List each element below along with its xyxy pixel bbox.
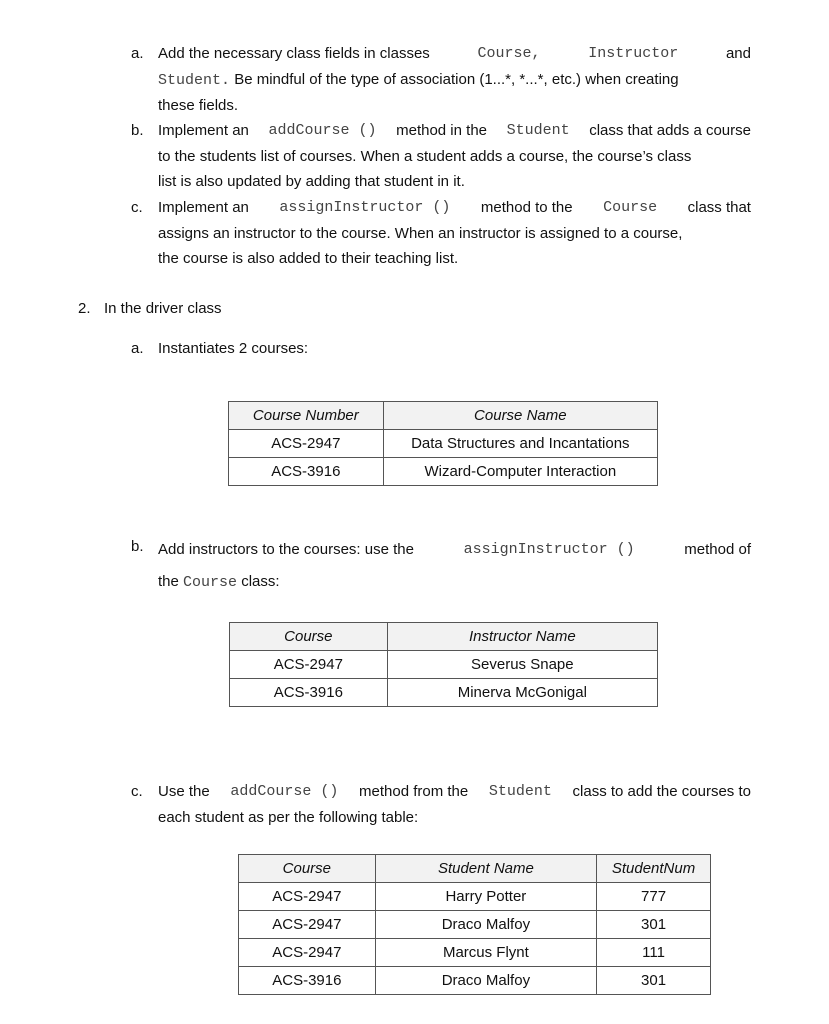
table-row (239, 939, 711, 967)
item-b-line3: list is also updated by adding that student in it. (158, 173, 465, 190)
section-2-title: In the driver class (104, 300, 222, 317)
item-a-marker: a. (131, 45, 144, 62)
column-header: Course (230, 623, 388, 651)
table-cell: Draco Malfoy (375, 911, 596, 939)
column-header: Student Name (375, 855, 596, 883)
item-a-line2: Be mindful of the type of association (1...*, *...*, etc.) when creating (234, 70, 679, 88)
column-header: Course (239, 855, 376, 883)
column-header: Course Number (229, 402, 384, 430)
table-cell: 301 (597, 911, 711, 939)
item-b-mid: method in the (396, 122, 488, 139)
item-a-text (158, 41, 751, 119)
table-cell: Wizard-Computer Interaction (383, 458, 657, 486)
step-c-pre: Use the (158, 783, 210, 800)
table-cell: ACS-2947 (229, 430, 384, 458)
table-row (230, 679, 658, 707)
item-a-line1: Add the necessary class fields in classes (158, 45, 430, 62)
step-c-marker: c. (131, 783, 143, 800)
item-c-mid: method to the (480, 199, 573, 216)
add-course-method: addCourse () (230, 783, 339, 800)
table-cell: ACS-2947 (239, 911, 376, 939)
table-cell: Harry Potter (375, 883, 596, 911)
table-cell: 111 (597, 939, 711, 967)
item-c-line3: the course is also added to their teaching list. (158, 250, 459, 267)
step-a-marker: a. (131, 340, 144, 357)
step-b-text (158, 534, 751, 599)
table-row (229, 458, 658, 486)
step-c-mid: method from the (359, 783, 469, 800)
courses-table (228, 401, 658, 486)
step-b-line2-pre: the (158, 573, 179, 590)
column-header: Instructor Name (387, 623, 657, 651)
step-b-pre: Add instructors to the courses: use the (158, 541, 414, 558)
table-cell: Severus Snape (387, 651, 657, 679)
step-b-post: method of (684, 541, 751, 558)
item-c-text (158, 195, 751, 272)
section-2-number: 2. (78, 300, 91, 317)
table-cell: Marcus Flynt (375, 939, 596, 967)
assign-instructor-method: assignInstructor () (279, 199, 451, 216)
table-cell: ACS-2947 (239, 883, 376, 911)
table-row (239, 967, 711, 995)
assign-instructor-method: assignInstructor () (463, 541, 635, 558)
item-c-post: class that (687, 199, 751, 216)
student-class-name: Student (506, 122, 570, 139)
table-cell: 301 (597, 967, 711, 995)
table-header-row (239, 855, 711, 883)
student-class-name: Student (488, 783, 552, 800)
column-header: StudentNum (597, 855, 711, 883)
and-word: and (725, 45, 751, 62)
step-c-post: class to add the courses to (572, 783, 751, 800)
table-row (230, 651, 658, 679)
step-c-line2: each student as per the following table: (158, 808, 419, 826)
item-b-pre: Implement an (158, 122, 249, 139)
table-row (239, 883, 711, 911)
student-class-name: Student. (158, 71, 231, 89)
table-cell: Data Structures and Incantations (383, 430, 657, 458)
step-b-marker: b. (131, 538, 144, 555)
item-b-text (158, 118, 751, 195)
table-cell: ACS-3916 (230, 679, 388, 707)
table-row (229, 430, 658, 458)
table-cell: ACS-2947 (230, 651, 388, 679)
instructors-table (229, 622, 658, 707)
table-header-row (229, 402, 658, 430)
add-course-method: addCourse () (268, 122, 377, 139)
course-class-name: Course, (477, 45, 541, 62)
item-c-pre: Implement an (158, 199, 249, 216)
table-header-row (230, 623, 658, 651)
table-cell: 777 (597, 883, 711, 911)
item-c-marker: c. (131, 199, 143, 216)
item-b-post: class that adds a course (589, 122, 751, 139)
students-table (238, 854, 711, 995)
table-row (239, 911, 711, 939)
table-cell: ACS-3916 (229, 458, 384, 486)
column-header: Course Name (383, 402, 657, 430)
item-b-line2: to the students list of courses. When a student adds a course, the course’s class (158, 147, 692, 165)
step-a-text: Instantiates 2 courses: (158, 340, 309, 357)
step-b-line2-post: class: (241, 573, 280, 590)
item-a-line3: these fields. (158, 97, 239, 114)
course-class-name: Course (603, 199, 658, 216)
instructor-class-name: Instructor (588, 45, 679, 62)
item-b-marker: b. (131, 122, 144, 139)
table-cell: ACS-2947 (239, 939, 376, 967)
table-cell: ACS-3916 (239, 967, 376, 995)
step-c-text (158, 779, 751, 830)
course-class-name: Course (183, 574, 238, 591)
item-c-line2: assigns an instructor to the course. When an instructor is assigned to a course, (158, 224, 683, 242)
table-cell: Draco Malfoy (375, 967, 596, 995)
table-cell: Minerva McGonigal (387, 679, 657, 707)
